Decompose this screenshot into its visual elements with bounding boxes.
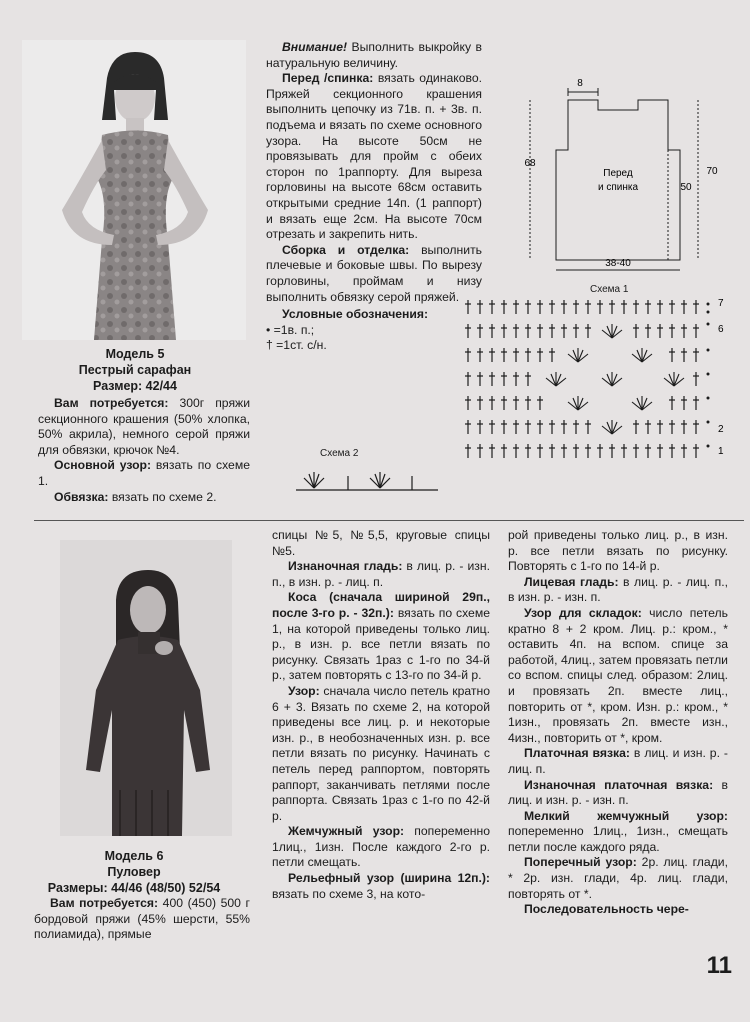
- cable-text: вязать по схеме 1, на которой приведены только лиц. р., в изн. р. все петли вязать по рисунку. Связать 1раз с 1-го по 34-й р., затем повторять с 13-го по 34-й р.: [272, 605, 490, 683]
- assembly-label: Сборка и отделка:: [282, 242, 410, 257]
- model6-needs-text: 400 (450) 500 г бордовой пряжи (45% шерсти, 55% полиамида), прямые: [34, 896, 250, 942]
- piece-label-1: Перед: [603, 168, 633, 179]
- cross-pattern-label: Поперечный узор:: [524, 855, 637, 870]
- needles-text: спицы №5, №5,5, круговые спицы №5.: [272, 528, 490, 558]
- small-pearl-label: Мелкий жемчужный узор:: [524, 808, 728, 823]
- relief-text: вязать по схеме 3, на кото-: [272, 886, 426, 901]
- double-crochet-symbol-icon: †: [266, 338, 273, 353]
- model5-photo: [22, 40, 246, 340]
- front-back-label: Перед /спинка:: [282, 71, 374, 86]
- total-height-right-label: 70: [706, 166, 718, 177]
- section-divider: [34, 520, 744, 521]
- legend-dc: =1ст. с/н.: [276, 338, 327, 353]
- pattern-label: Узор:: [288, 683, 320, 698]
- chain-symbol-icon: •: [266, 322, 271, 337]
- reverse-garter-text: в лиц. и изн. р. - изн. п.: [508, 777, 728, 808]
- pleat-label: Узор для складок:: [524, 605, 642, 620]
- model5-instructions: [266, 40, 482, 354]
- front-back-text: вязать одинаково. Пряжей секционного крашения выполнить цепочку из 71в. п. + 3в. п. подъема и вязать по схеме основного узора. На высоте 50см не провязывать для пройм с обеих сторон по 1раппорту. Для выреза горловины на высоте 68см оставить открытыми средние 14п. (1 раппорт) и вязать еще 2см. На высоте 70см отрезать и закрепить нить.: [266, 71, 482, 242]
- model6-column-2: [272, 528, 490, 902]
- reverse-garter-label: Изнаночная платочная вязка:: [524, 777, 714, 792]
- row-number-7: 7: [718, 298, 724, 309]
- model5-needs-label: Вам потребуется:: [54, 396, 169, 410]
- model6-size: Размеры: 44/46 (48/50) 52/54: [47, 881, 221, 895]
- model5-edge-text: вязать по схеме 2.: [108, 489, 217, 504]
- cross-pattern-text: 2р. лиц. глади, * 2р. изн. глади, 4р. лиц. глади, повторять от *.: [508, 855, 728, 901]
- model5-pattern-text: вязать по схеме 1.: [38, 458, 250, 488]
- legend-title: Условные обозначения:: [282, 307, 429, 322]
- page-number: 11: [706, 952, 732, 979]
- garter-text: в лиц. и изн. р. - лиц. п.: [508, 746, 728, 776]
- pearl-label: Жемчужный узор:: [288, 824, 405, 839]
- schema1-chart: [456, 296, 730, 466]
- model5-edge-label: Обвязка:: [54, 489, 109, 504]
- model5-needs-text: 300г пряжи секционного крашения (50% хлопка, 50% акрила), немного серой пряжи для обвязки, крючок №4.: [38, 396, 250, 457]
- schema2-label: Схема 2: [320, 448, 359, 459]
- pleat-text: число петель кратно 8 + 2 кром. Лиц. р.: кром., * оставить 4п. на вспом. спице за работой, 4лиц., затем провязать петли со вспом. спицы след. образом: 2лиц. и провязать 2п. вместе лиц., повторить от *, кром. Изн. р.: кром., * 1изн., провязать 2п. вместе изн., 4изн., повторить от *, кром.: [508, 605, 728, 745]
- model5-caption: [22, 346, 248, 394]
- model5-size: Размер: 42/44: [93, 379, 177, 393]
- reverse-stockinette-text: в лиц. р. - изн. п., в изн. р. - лиц. п.: [272, 559, 490, 589]
- armhole-height-label: 50: [680, 182, 692, 193]
- attention-text: Выполнить выкройку в натуральную величину.: [266, 40, 482, 70]
- model6-photo: [60, 540, 232, 836]
- total-height-left-label: 68: [524, 158, 536, 169]
- col3-continuation: рой приведены только лиц. р., в изн. р. все петли вязать по рисунку. Повторять с 1-го по 14-й р.: [508, 528, 728, 574]
- model6-materials: [34, 896, 250, 943]
- row-number-2: 2: [718, 424, 724, 435]
- model5-number: Модель 5: [105, 347, 165, 361]
- legend-chain: =1в. п.;: [273, 322, 315, 337]
- model5-materials: [38, 396, 250, 505]
- schema1-label: Схема 1: [590, 284, 629, 295]
- model5-pattern-label: Основной узор:: [54, 458, 152, 473]
- stockinette-label: Лицевая гладь:: [524, 574, 619, 589]
- model6-needs-label: Вам потребуется:: [50, 896, 159, 910]
- bottom-width-label: 38-40: [605, 258, 631, 269]
- cable-label: Коса (сначала шириной 29п., после 3-го р. - 32п.):: [272, 590, 490, 620]
- model6-number: Модель 6: [104, 849, 164, 863]
- top-width-label: 8: [577, 78, 583, 89]
- piece-label-2: и спинка: [597, 182, 639, 193]
- small-pearl-text: попеременно 1лиц., 1изн., смещать петли после каждого ряда.: [508, 824, 728, 854]
- schema1-rows: [465, 300, 710, 458]
- pattern-schematic: [498, 40, 728, 280]
- reverse-stockinette-label: Изнаночная гладь:: [288, 559, 403, 574]
- sequence-label: Последовательность чере-: [524, 902, 689, 917]
- garter-label: Платочная вязка:: [524, 746, 630, 761]
- pearl-text: попеременно 1лиц., 1изн. После каждого 2-го р. петли смещать.: [272, 824, 490, 870]
- stockinette-text: в лиц. р. - лиц. п., в изн. р. - изн. п.: [508, 574, 728, 605]
- model5-name: Пестрый сарафан: [78, 363, 192, 377]
- row-number-1: 1: [718, 446, 724, 457]
- row-number-6: 6: [718, 324, 724, 335]
- schema2-chart: [292, 466, 442, 492]
- model6-caption: [20, 848, 248, 896]
- relief-label: Рельефный узор (ширина 12п.):: [288, 871, 490, 886]
- attention-label: Внимание!: [282, 40, 348, 54]
- assembly-text: выполнить плечевые и боковые швы. По вырезу горловины, проймам и низу выполнить обвязку серой пряжей.: [266, 242, 483, 304]
- pattern-text: сначала число петель кратно 6 + 3. Вязать по схеме 2, на которой приведены все лиц. р. и некоторые изн. р., в необозначенных изн. р. все петли вязать по рисунку. Начинать с петель перед раппортом, повторять раппорт, заканчивать петлями после раппорта. Связать 1раз с 1-го по 42-й р.: [272, 683, 490, 823]
- model6-column-3: [508, 528, 728, 918]
- model6-name: Пуловер: [107, 865, 161, 879]
